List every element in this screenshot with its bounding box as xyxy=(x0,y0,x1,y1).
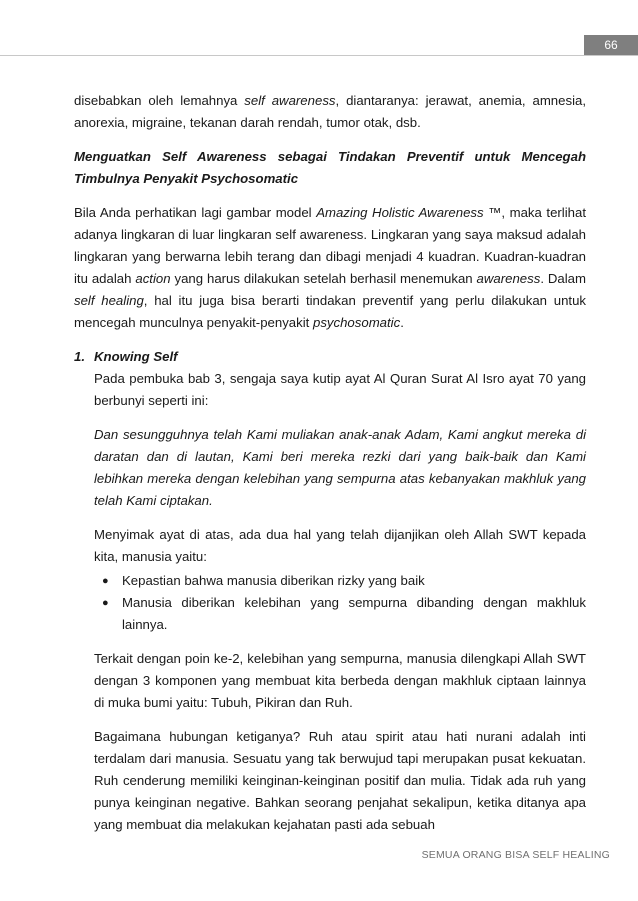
list-item xyxy=(94,592,586,636)
text-run-italic: self awareness xyxy=(244,93,336,108)
section-title: Knowing Self xyxy=(94,349,178,364)
paragraph-intro xyxy=(74,90,586,134)
bullet-icon: ● xyxy=(102,597,109,609)
text-run: . Dalam xyxy=(540,271,586,286)
list-item-text: Kepastian bahwa manusia diberikan rizky yang baik xyxy=(122,573,425,588)
text-run: , diantaranya: jerawat, anemia, amnesia, anorexia, migraine, tekanan darah rendah, tumor otak, dsb. xyxy=(74,93,586,130)
page-number: 66 xyxy=(584,35,638,55)
text-run: . xyxy=(400,315,404,330)
paragraph-hubungan: Bagaimana hubungan ketiganya? Ruh atau spirit atau hati nurani adalah inti terdalam dari manusia. Sesuatu yang tak berwujud tapi merupakan pusat kekuatan. Ruh cenderung memiliki keinginan-keinginan positif dan mulia. Tidak ada ruh yang punya keinginan negative. Bahkan seorang penjahat sekalipun, ketika ditanya apa yang membuat dia melakukan kejahatan pasti ada sebuah xyxy=(94,729,586,832)
paragraph-section-intro: Pada pembuka bab 3, sengaja saya kutip ayat Al Quran Surat Al Isro ayat 70 yang berbunyi seperti ini: xyxy=(94,371,586,408)
section-heading: Menguatkan Self Awareness sebagai Tindakan Preventif untuk Mencegah Timbulnya Penyakit Psychosomatic xyxy=(74,149,586,186)
list-item xyxy=(94,570,586,592)
paragraph-model xyxy=(74,202,586,334)
quran-quote: Dan sesungguhnya telah Kami muliakan anak-anak Adam, Kami angkut mereka di daratan dan di lautan, Kami beri mereka rezki dari yang baik-baik dan Kami lebihkan mereka dengan kelebihan yang sempurna atas kebanyakan makhluk yang telah Kami ciptakan. xyxy=(94,427,586,508)
paragraph-poin-2: Terkait dengan poin ke-2, kelebihan yang sempurna, manusia dilengkapi Allah SWT dengan 3 komponen yang membuat kita berbeda dengan makhluk ciptaan lainnya di muka bumi yaitu: Tubuh, Pikiran dan Ruh. xyxy=(94,651,586,710)
text-run-italic: action xyxy=(135,271,171,286)
text-run-italic: self healing xyxy=(74,293,144,308)
bullet-icon: ● xyxy=(102,575,109,587)
text-run: , hal itu juga bisa berarti tindakan preventif yang perlu dilakukan untuk mencegah munculnya penyakit-penyakit xyxy=(74,293,586,330)
paragraph-after-quote: Menyimak ayat di atas, ada dua hal yang telah dijanjikan oleh Allah SWT kepada kita, manusia yaitu: xyxy=(94,527,586,564)
text-run-italic: psychosomatic xyxy=(312,315,401,330)
list-item-text: Manusia diberikan kelebihan yang sempurna dibanding dengan makhluk lainnya. xyxy=(122,595,586,632)
text-run: yang harus dilakukan setelah berhasil menemukan xyxy=(170,271,477,286)
text-run: disebabkan oleh lemahnya xyxy=(74,93,245,108)
page-body xyxy=(74,90,586,848)
running-footer: SEMUA ORANG BISA SELF HEALING xyxy=(421,849,610,861)
text-run-italic: Amazing Holistic Awareness ™ xyxy=(316,205,502,220)
section-number: 1. xyxy=(74,349,85,364)
text-run: , maka terlihat adanya lingkaran di luar lingkaran self awareness. Lingkaran yang saya maksud adalah lingkaran yang berwarna lebih terang dan dibagi menjadi 4 kuadran. Kuadran-kuadran itu adalah xyxy=(74,205,586,286)
text-run: Bila Anda perhatikan lagi gambar model xyxy=(74,205,317,220)
section-body xyxy=(94,368,586,836)
bullet-list xyxy=(94,570,586,636)
header-divider xyxy=(0,55,638,56)
numbered-section-title xyxy=(74,346,586,368)
numbered-section-knowing-self xyxy=(74,346,586,836)
text-run-italic: awareness xyxy=(476,271,541,286)
